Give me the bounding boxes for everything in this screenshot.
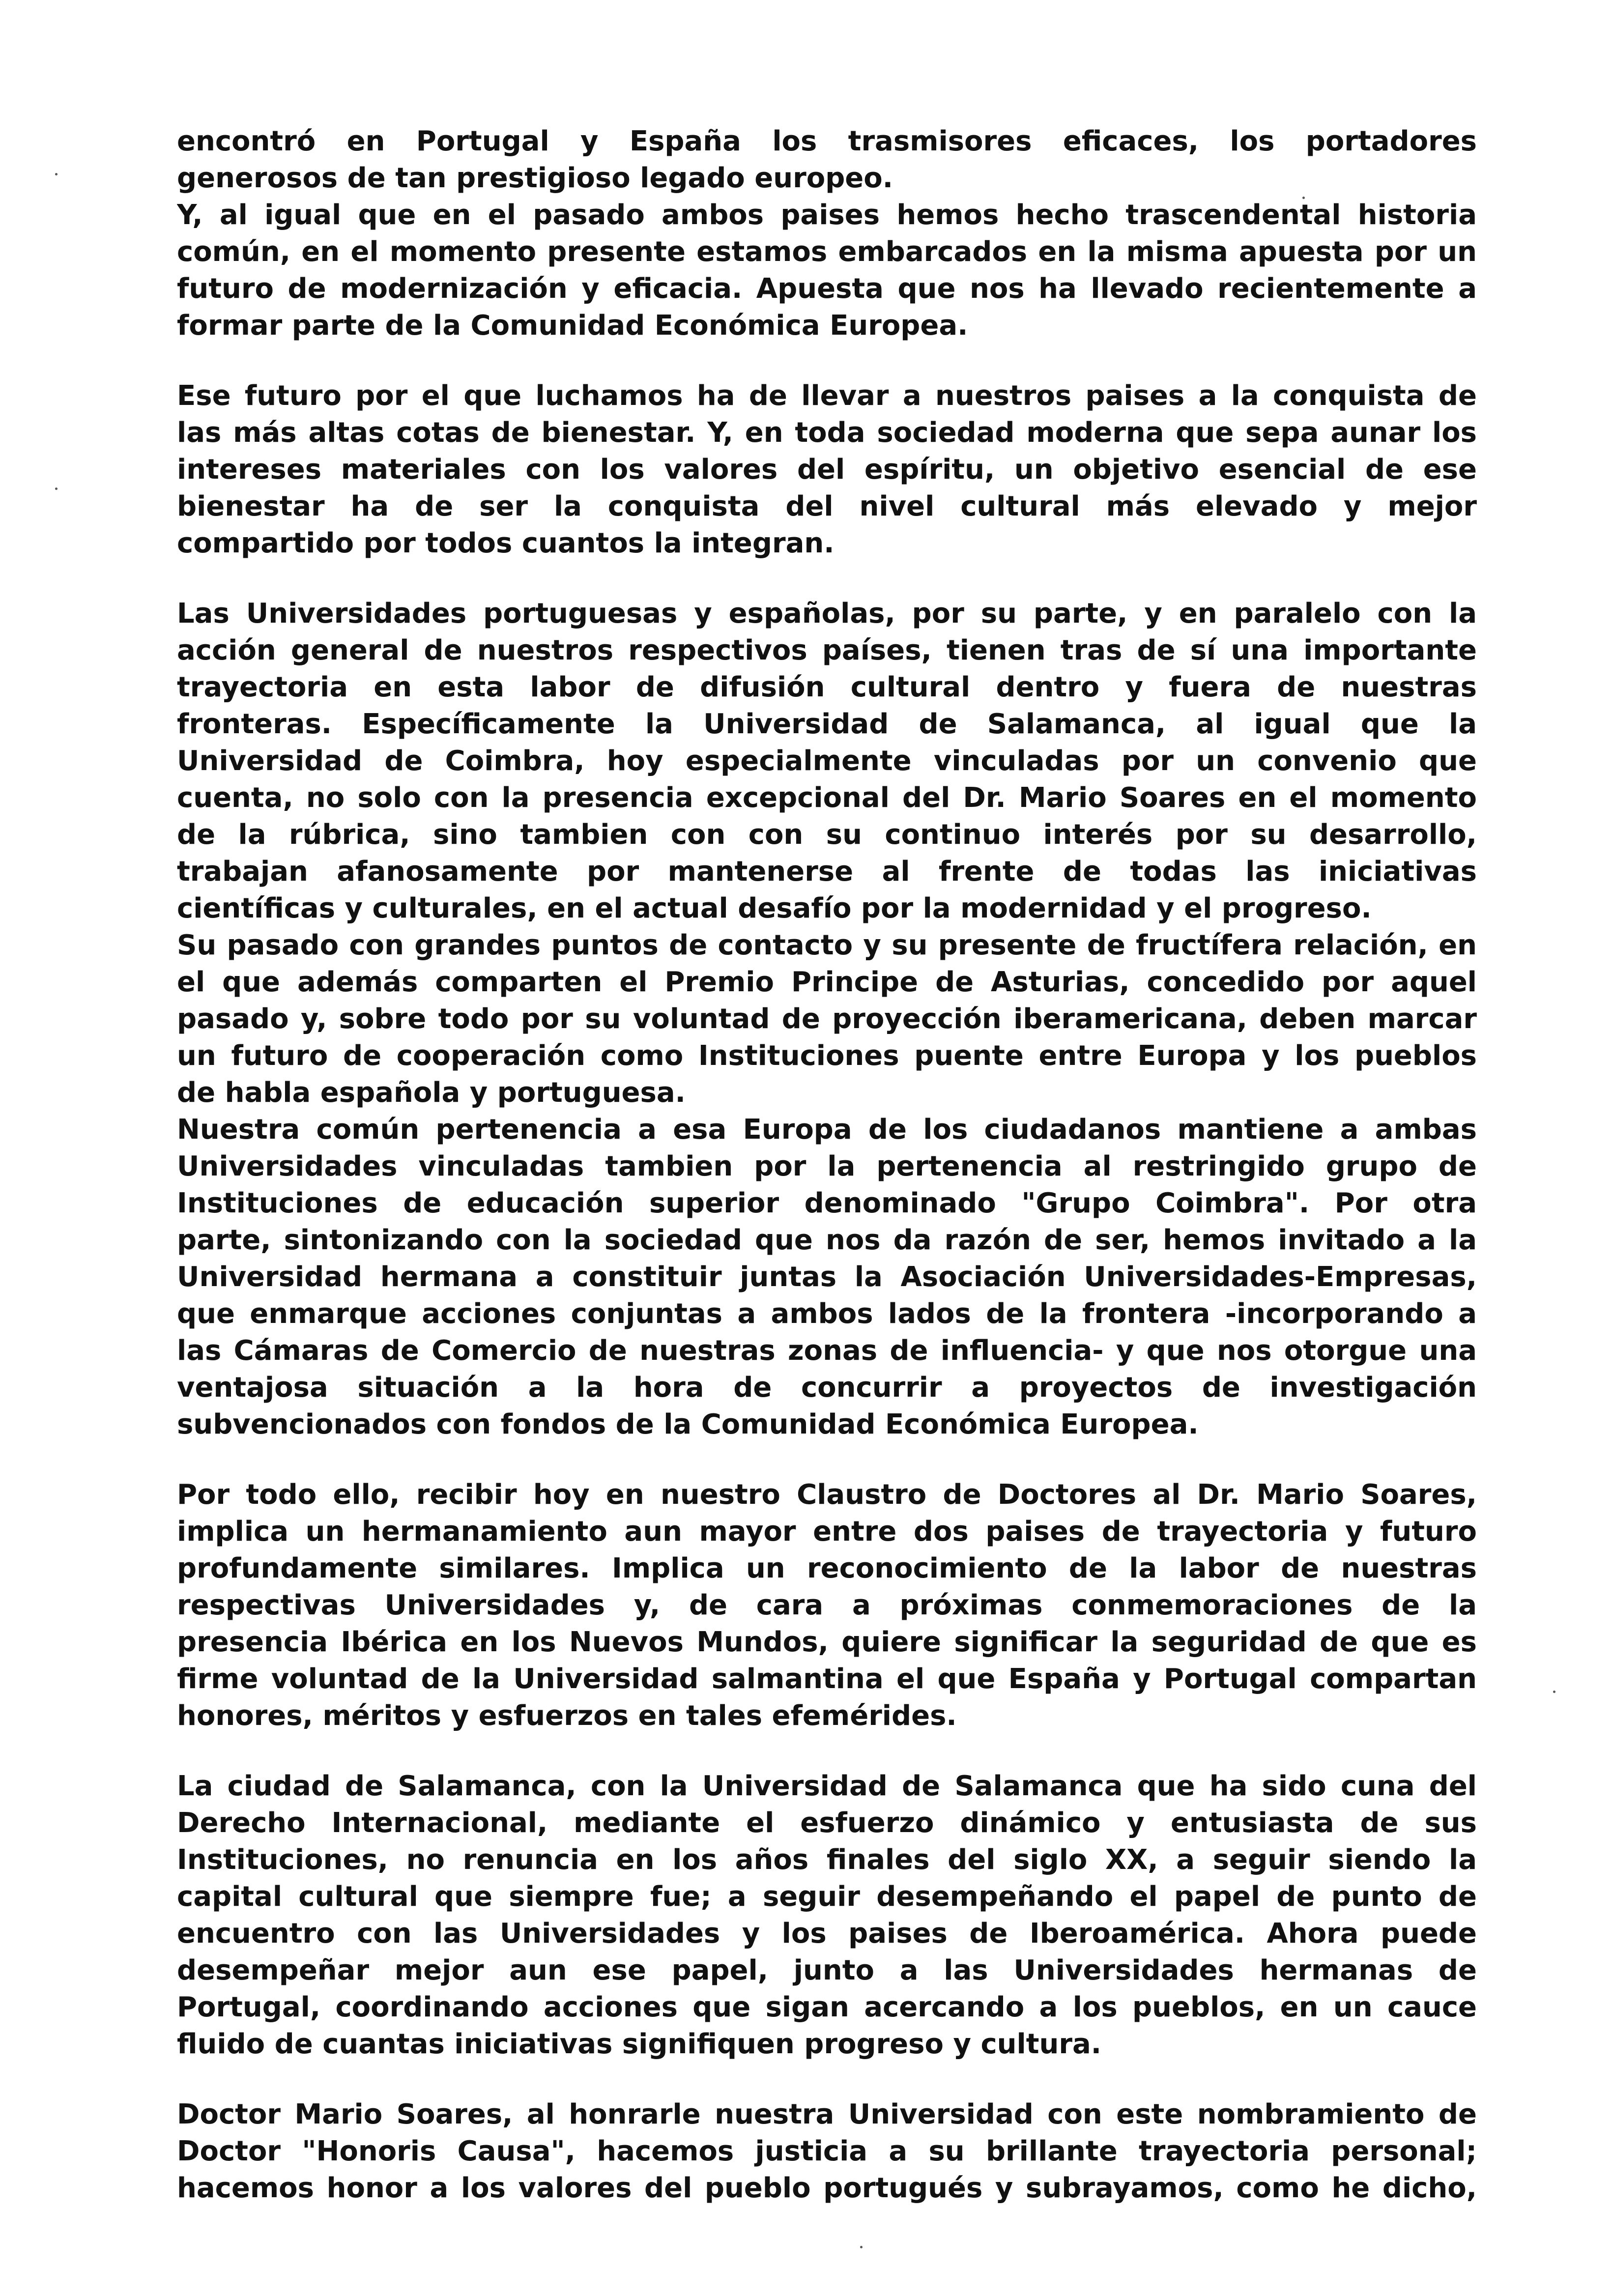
text-line: de la rúbrica, sino tambien con con su continuo interés por su desarrollo,	[177, 819, 1477, 851]
text-line: el que además comparten el Premio Principe de Asturias, concedido por aquel	[177, 966, 1477, 998]
scan-speck	[860, 2246, 863, 2248]
text-line: Universidad hermana a constituir juntas la Asociación Universidades-Empresas,	[177, 1261, 1477, 1293]
text-line: científicas y culturales, en el actual desafío por la modernidad y el progreso.	[177, 892, 1372, 924]
text-line: formar parte de la Comunidad Económica Europea.	[177, 310, 968, 342]
scan-speck	[55, 173, 58, 175]
text-line: las más altas cotas de bienestar. Y, en toda sociedad moderna que sepa aunar los	[177, 417, 1477, 449]
document-body	[177, 123, 1477, 2207]
scan-speck	[1553, 1691, 1555, 1693]
paragraph-gap	[177, 344, 1477, 377]
text-line: desempeñar mejor aun ese papel, junto a las Universidades hermanas de	[177, 1954, 1477, 1986]
text-line: que enmarque acciones conjuntas a ambos lados de la frontera -incorporando a	[177, 1298, 1477, 1330]
text-line: Portugal, coordinando acciones que sigan acercando a los pueblos, en un cauce	[177, 1991, 1477, 2023]
text-line: Y, al igual que en el pasado ambos paises hemos hecho trascendental historia	[177, 199, 1477, 231]
text-line: La ciudad de Salamanca, con la Universidad de Salamanca que ha sido cuna del	[177, 1770, 1477, 1802]
paragraph-4	[177, 1476, 1477, 1734]
paragraph-3	[177, 595, 1477, 1443]
text-line: compartido por todos cuantos la integran.	[177, 527, 835, 559]
text-line: Universidades vinculadas tambien por la pertenencia al restringido grupo de	[177, 1150, 1477, 1182]
text-line: Doctor Mario Soares, al honrarle nuestra Universidad con este nombramiento de	[177, 2098, 1477, 2130]
text-line: generosos de tan prestigioso legado europeo.	[177, 162, 893, 194]
text-line: pasado y, sobre todo por su voluntad de proyección iberamericana, deben marcar	[177, 1003, 1477, 1035]
text-line: Nuestra común pertenencia a esa Europa de los ciudadanos mantiene a ambas	[177, 1114, 1477, 1146]
text-line: Las Universidades portuguesas y españolas, por su parte, y en paralelo con la	[177, 598, 1477, 630]
text-line: capital cultural que siempre fue; a seguir desempeñando el papel de punto de	[177, 1881, 1477, 1913]
text-line: Universidad de Coimbra, hoy especialmente vinculadas por un convenio que	[177, 745, 1477, 777]
text-line: acción general de nuestros respectivos países, tienen tras de sí una importante	[177, 634, 1477, 666]
paragraph-1	[177, 123, 1477, 344]
text-line: trabajan afanosamente por mantenerse al frente de todas las iniciativas	[177, 856, 1477, 888]
text-line: trayectoria en esta labor de difusión cultural dentro y fuera de nuestras	[177, 671, 1477, 703]
text-line: fronteras. Específicamente la Universidad de Salamanca, al igual que la	[177, 708, 1477, 740]
text-line: común, en el momento presente estamos embarcados en la misma apuesta por un	[177, 236, 1477, 268]
text-line: encuentro con las Universidades y los paises de Iberoamérica. Ahora puede	[177, 1918, 1477, 1950]
text-line: bienestar ha de ser la conquista del nivel cultural más elevado y mejor	[177, 490, 1477, 522]
text-line: intereses materiales con los valores del espíritu, un objetivo esencial de ese	[177, 454, 1477, 486]
text-line: presencia Ibérica en los Nuevos Mundos, quiere significar la seguridad de que es	[177, 1626, 1477, 1658]
text-line: parte, sintonizando con la sociedad que nos da razón de ser, hemos invitado a la	[177, 1224, 1477, 1256]
text-line: cuenta, no solo con la presencia excepcional del Dr. Mario Soares en el momento	[177, 782, 1477, 814]
text-line: Instituciones de educación superior denominado "Grupo Coimbra". Por otra	[177, 1187, 1477, 1219]
text-line: Derecho Internacional, mediante el esfuerzo dinámico y entusiasta de sus	[177, 1807, 1477, 1839]
text-line: Instituciones, no renuncia en los años finales del siglo XX, a seguir siendo la	[177, 1844, 1477, 1876]
text-line: futuro de modernización y eficacia. Apuesta que nos ha llevado recientemente a	[177, 273, 1477, 305]
text-line: encontró en Portugal y España los trasmisores eficaces, los portadores	[177, 125, 1477, 157]
text-line: de habla española y portuguesa.	[177, 1077, 686, 1109]
text-line: subvencionados con fondos de la Comunidad Económica Europea.	[177, 1408, 1199, 1440]
paragraph-gap	[177, 2063, 1477, 2096]
text-line: firme voluntad de la Universidad salmantina el que España y Portugal compartan	[177, 1663, 1477, 1695]
text-line: Ese futuro por el que luchamos ha de llevar a nuestros paises a la conquista de	[177, 380, 1477, 412]
text-line: Su pasado con grandes puntos de contacto y su presente de fructífera relación, en	[177, 929, 1477, 961]
text-line: hacemos honor a los valores del pueblo portugués y subrayamos, como he dicho,	[177, 2172, 1477, 2204]
text-line: profundamente similares. Implica un reconocimiento de la labor de nuestras	[177, 1552, 1477, 1584]
scan-speck	[55, 488, 58, 490]
paragraph-2	[177, 377, 1477, 562]
text-line: Por todo ello, recibir hoy en nuestro Claustro de Doctores al Dr. Mario Soares,	[177, 1479, 1477, 1511]
text-line: respectivas Universidades y, de cara a próximas conmemoraciones de la	[177, 1589, 1477, 1621]
paragraph-gap	[177, 1443, 1477, 1476]
text-line: ventajosa situación a la hora de concurrir a proyectos de investigación	[177, 1372, 1477, 1404]
text-line: fluido de cuantas iniciativas signifiquen progreso y cultura.	[177, 2028, 1102, 2060]
text-line: un futuro de cooperación como Instituciones puente entre Europa y los pueblos	[177, 1040, 1477, 1072]
paragraph-gap	[177, 1734, 1477, 1768]
text-line: las Cámaras de Comercio de nuestras zonas de influencia- y que nos otorgue una	[177, 1335, 1477, 1367]
text-line: implica un hermanamiento aun mayor entre dos paises de trayectoria y futuro	[177, 1516, 1477, 1548]
paragraph-6	[177, 2096, 1477, 2207]
text-line: Doctor "Honoris Causa", hacemos justicia a su brillante trayectoria personal;	[177, 2135, 1477, 2167]
paragraph-gap	[177, 562, 1477, 595]
paragraph-5	[177, 1768, 1477, 2063]
scan-speck	[1302, 197, 1305, 199]
text-line: honores, méritos y esfuerzos en tales efemérides.	[177, 1700, 957, 1732]
